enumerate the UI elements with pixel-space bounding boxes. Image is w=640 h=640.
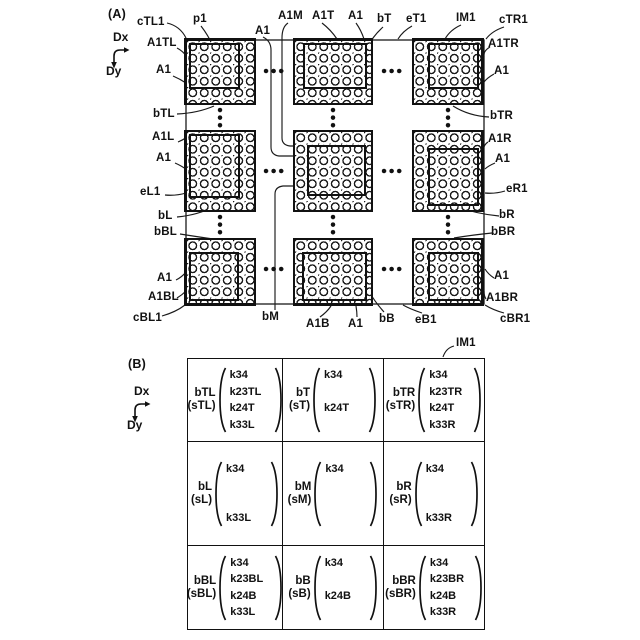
region-label: bBR <box>392 574 416 587</box>
ellipsis-dots <box>330 107 336 130</box>
label-a1l: A1L <box>152 131 175 143</box>
right-paren <box>474 554 483 622</box>
panel-label-a: (A) <box>108 7 126 21</box>
label-ctl1: cTL1 <box>137 16 165 28</box>
label-a1t: A1T <box>312 10 335 22</box>
right-paren <box>274 366 283 434</box>
region-label: bTR <box>392 387 416 399</box>
axis-label-dy: Dy <box>106 64 122 78</box>
effective-area-outline <box>189 252 239 301</box>
region-label: bB <box>295 574 311 587</box>
pixel-block-a1bl <box>184 238 256 306</box>
label-eb1: eB1 <box>415 314 437 326</box>
ellipsis-dots <box>381 68 404 74</box>
matrix-cell-bm <box>283 442 384 546</box>
effective-area-outline <box>428 148 479 206</box>
coefficient-list: k34 k23TL k24T k33L <box>229 369 262 431</box>
label-bbr: bBR <box>491 226 516 238</box>
axis-label-dy-b: Dy <box>127 418 143 432</box>
sensitivity-label: (sB) <box>288 587 311 600</box>
label-a1tr: A1TR <box>488 38 519 50</box>
pixel-block-a1r <box>412 130 484 212</box>
left-paren <box>414 460 423 528</box>
panel-label-b: (B) <box>128 357 146 371</box>
label-et1: eT1 <box>406 13 427 25</box>
label-im1: IM1 <box>456 12 476 24</box>
region-label: bBL <box>193 574 217 587</box>
matrix-cell-bl <box>188 442 283 546</box>
coefficient-list: k34 k33L <box>226 462 252 525</box>
label-bl: bL <box>158 210 173 222</box>
label-a1-b: A1 <box>348 318 364 330</box>
right-paren <box>369 554 378 622</box>
sensitivity-label: (sT) <box>288 400 311 412</box>
matrix-cell-btl <box>188 359 283 442</box>
left-paren <box>218 366 227 434</box>
ellipsis-dots <box>381 168 404 174</box>
label-a1m: A1M <box>278 10 303 22</box>
label-a1-r: A1 <box>495 153 511 165</box>
label-a1r: A1R <box>488 133 512 145</box>
effective-area-outline <box>428 252 479 301</box>
im1-leader-line <box>430 340 470 360</box>
label-a1-top: A1 <box>348 10 364 22</box>
label-a1-l: A1 <box>156 152 172 164</box>
ellipsis-dots <box>263 68 286 74</box>
ellipsis-dots <box>263 168 286 174</box>
matrix-cell-btr <box>384 359 484 442</box>
label-a1b: A1B <box>306 318 330 330</box>
coefficient-list: k34 k23BR k24B k33R <box>429 556 465 619</box>
left-paren <box>312 366 321 434</box>
left-paren <box>313 554 322 622</box>
label-a1-tl: A1 <box>156 64 172 76</box>
sensitivity-label: (sBR) <box>385 587 416 600</box>
ellipsis-dots <box>263 266 286 272</box>
sensitivity-label: (sTR) <box>385 400 416 412</box>
label-btr: bTR <box>490 110 513 122</box>
sensitivity-label: (sR) <box>389 493 412 506</box>
left-paren <box>313 460 322 528</box>
label-ctr1: cTR1 <box>499 14 528 26</box>
label-bm: bM <box>262 311 280 323</box>
label-btl: bTL <box>153 108 175 120</box>
ellipsis-dots <box>445 107 451 130</box>
coefficient-list: k34 k24T <box>324 369 350 415</box>
right-paren <box>270 460 279 528</box>
region-label: bR <box>396 480 412 493</box>
ellipsis-dots <box>217 214 223 237</box>
axis-label-dx-b: Dx <box>134 384 150 398</box>
label-a1-middle: A1 <box>255 25 271 37</box>
coefficient-list: k34 k23TR k24T k33R <box>429 369 463 431</box>
pixel-block-a1t <box>293 38 373 105</box>
label-a1-br: A1 <box>494 270 510 282</box>
right-paren <box>368 366 377 434</box>
sensitivity-label: (sBL) <box>186 587 217 600</box>
label-p1: p1 <box>193 13 207 25</box>
ellipsis-dots <box>330 214 336 237</box>
matrix-cell-bt <box>283 359 384 442</box>
left-paren <box>214 460 223 528</box>
label-bbl: bBL <box>154 226 177 238</box>
label-el1: eL1 <box>140 186 161 198</box>
label-cbr1: cBR1 <box>500 313 531 325</box>
effective-area-outline <box>307 145 366 196</box>
label-br: bR <box>499 209 515 221</box>
matrix-cell-bbr <box>384 546 484 629</box>
sensitivity-label: (sTL) <box>187 400 216 412</box>
label-er1: eR1 <box>506 183 528 195</box>
coefficient-list: k34 k33R <box>425 462 452 525</box>
pixel-block-a1b <box>293 238 373 306</box>
effective-area-outline <box>189 134 240 198</box>
matrix-cell-br <box>384 442 484 546</box>
right-paren <box>274 554 283 622</box>
matrix-cell-bb <box>283 546 384 629</box>
coefficient-list: k34 <box>325 462 344 475</box>
coefficient-list: k34 k24B <box>324 556 351 602</box>
ellipsis-dots <box>445 214 451 237</box>
matrix-cell-bbl <box>188 546 283 629</box>
region-label: bL <box>197 480 213 493</box>
label-cbl1: cBL1 <box>133 312 162 324</box>
right-paren <box>470 460 479 528</box>
sensitivity-label: (sL) <box>190 493 213 506</box>
axis-label-dx: Dx <box>113 30 129 44</box>
effective-area-outline <box>189 43 240 89</box>
region-label: bT <box>295 387 311 399</box>
label-im1-table: IM1 <box>456 337 476 349</box>
effective-area-outline <box>428 43 479 89</box>
right-paren <box>473 366 482 434</box>
coefficient-list: k34 k23BL k24B k33L <box>230 556 264 619</box>
ellipsis-dots <box>381 266 404 272</box>
label-bt: bT <box>377 13 392 25</box>
right-paren <box>369 460 378 528</box>
effective-area-outline <box>302 252 367 301</box>
label-a1br: A1BR <box>486 292 519 304</box>
region-label: bTL <box>194 387 216 399</box>
ellipsis-dots <box>217 107 223 130</box>
label-a1-tr: A1 <box>494 65 510 77</box>
label-a1-bl: A1 <box>157 272 173 284</box>
sensitivity-label: (sM) <box>287 493 312 506</box>
effective-area-outline <box>303 43 367 89</box>
pixel-block-a1l <box>184 130 256 212</box>
label-bb: bB <box>379 313 395 325</box>
region-label: bM <box>294 480 312 493</box>
pixel-block-a1br <box>412 238 484 306</box>
label-a1tl: A1TL <box>147 37 177 49</box>
pixel-block-a1tr <box>412 38 484 105</box>
pixel-block-a1tl <box>184 38 256 105</box>
left-paren <box>418 554 427 622</box>
pixel-block-a1m <box>293 130 373 212</box>
coefficient-matrix-table <box>187 358 485 630</box>
left-paren <box>218 554 227 622</box>
left-paren <box>417 366 426 434</box>
label-a1bl: A1BL <box>148 291 179 303</box>
